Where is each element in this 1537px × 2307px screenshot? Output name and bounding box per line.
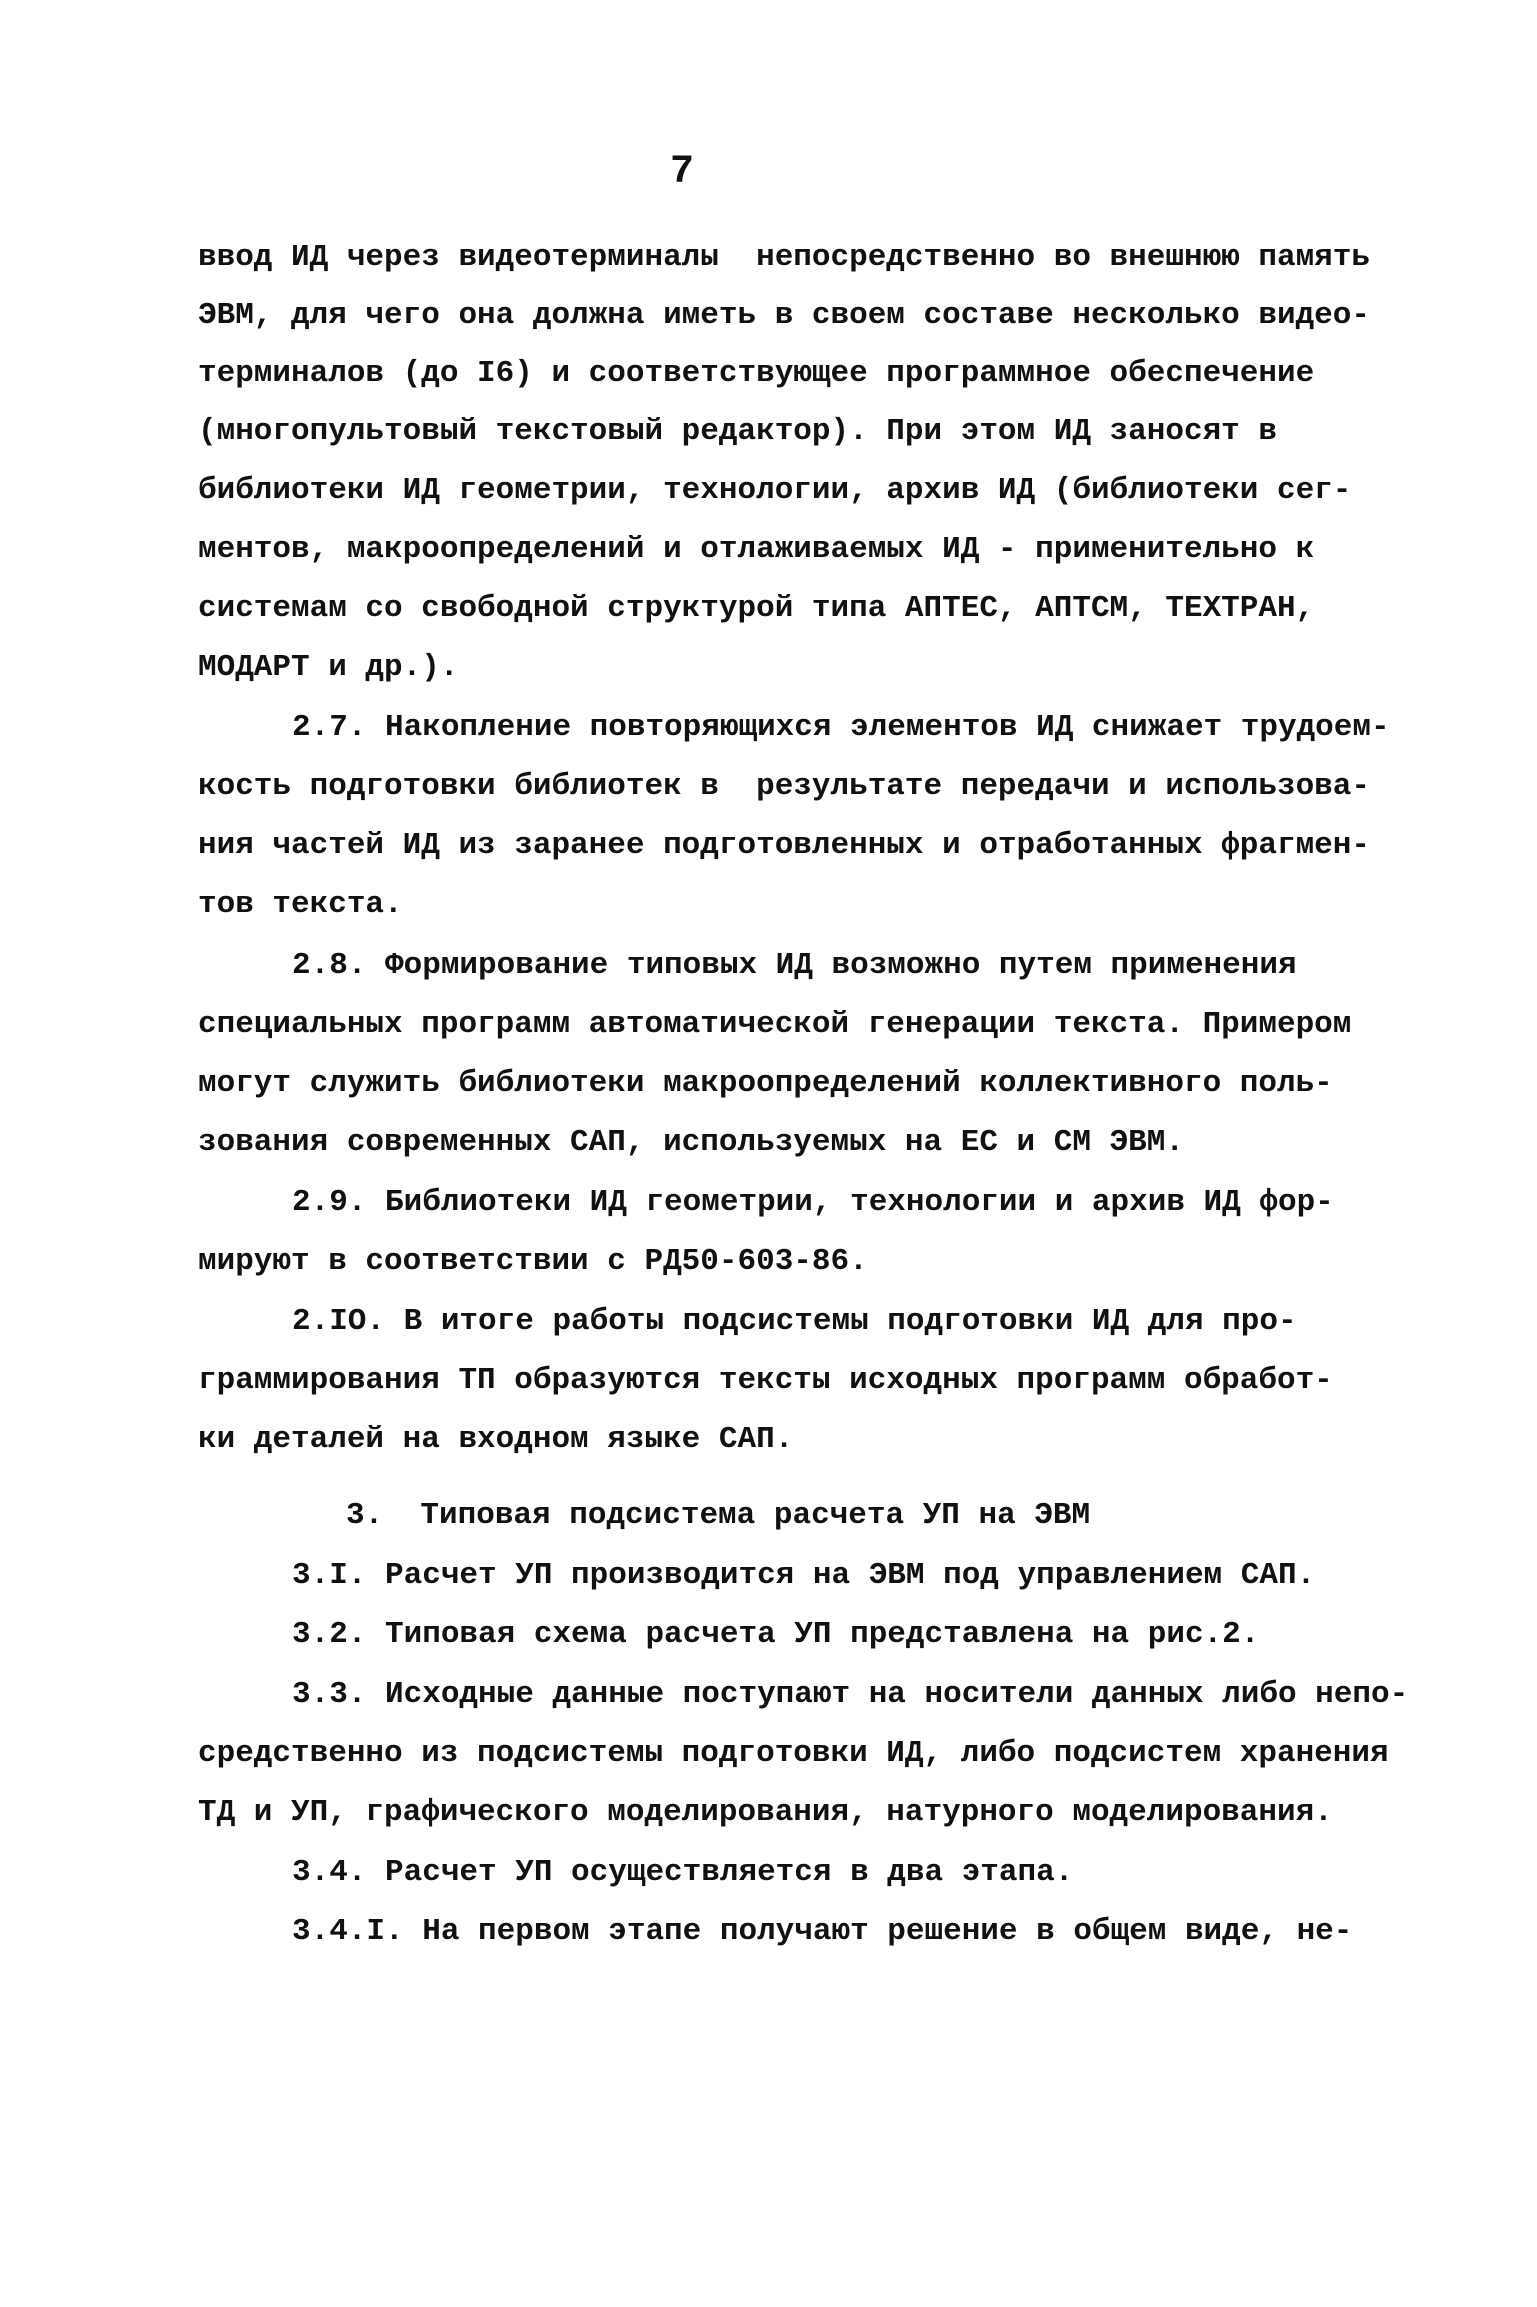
text-line: граммирования ТП образуются тексты исходных программ обработ- bbox=[198, 1363, 1333, 1398]
text-line: специальных программ автоматической генерации текста. Примером bbox=[198, 1007, 1352, 1042]
text-line: зования современных САП, используемых на ЕС и СМ ЭВМ. bbox=[198, 1125, 1184, 1160]
text-line: ТД и УП, графического моделирования, натурного моделирования. bbox=[198, 1795, 1333, 1830]
section-heading: 3. Типовая подсистема расчета УП на ЭВМ bbox=[346, 1498, 1091, 1533]
text-line: 3.3. Исходные данные поступают на носители данных либо непо- bbox=[292, 1677, 1409, 1712]
text-line: тов текста. bbox=[198, 887, 403, 922]
text-line: ния частей ИД из заранее подготовленных и отработанных фрагмен- bbox=[198, 828, 1370, 863]
page-number: 7 bbox=[670, 150, 695, 195]
text-line: (многопультовый текстовый редактор). При этом ИД заносят в bbox=[198, 414, 1277, 449]
text-line: 2.7. Накопление повторяющихся элементов ИД снижает трудоем- bbox=[292, 710, 1390, 745]
text-line: 3.4. Расчет УП осуществляется в два этапа. bbox=[292, 1855, 1074, 1890]
text-line: мируют в соответствии с РД50-603-86. bbox=[198, 1244, 868, 1279]
text-line: средственно из подсистемы подготовки ИД, либо подсистем хранения bbox=[198, 1736, 1389, 1771]
text-line: 2.9. Библиотеки ИД геометрии, технологии и архив ИД фор- bbox=[292, 1185, 1334, 1220]
text-line: ЭВМ, для чего она должна иметь в своем составе несколько видео- bbox=[198, 298, 1370, 333]
text-line: ввод ИД через видеотерминалы непосредственно во внешнюю память bbox=[198, 240, 1370, 275]
text-line: 3.I. Расчет УП производится на ЭВМ под управлением САП. bbox=[292, 1558, 1316, 1593]
text-line: МОДАРТ и др.). bbox=[198, 650, 459, 685]
text-line: 3.4.I. На первом этапе получают решение в общем виде, не- bbox=[292, 1914, 1353, 1949]
text-line: 2.8. Формирование типовых ИД возможно путем применения bbox=[292, 948, 1297, 983]
text-line: могут служить библиотеки макроопределений коллективного поль- bbox=[198, 1066, 1333, 1101]
text-line: 3.2. Типовая схема расчета УП представлена на рис.2. bbox=[292, 1617, 1260, 1652]
text-line: системам со свободной структурой типа АПТЕС, АПТСМ, ТЕХТРАН, bbox=[198, 591, 1315, 626]
text-line: 2.IO. В итоге работы подсистемы подготовки ИД для про- bbox=[292, 1304, 1297, 1339]
text-line: кость подготовки библиотек в результате передачи и использова- bbox=[198, 769, 1370, 804]
text-line: ки деталей на входном языке САП. bbox=[198, 1422, 794, 1457]
text-line: библиотеки ИД геометрии, технологии, архив ИД (библиотеки сег- bbox=[198, 473, 1352, 508]
text-line: ментов, макроопределений и отлаживаемых ИД - применительно к bbox=[198, 532, 1315, 567]
text-line: терминалов (до I6) и соответствующее программное обеспечение bbox=[198, 356, 1315, 391]
